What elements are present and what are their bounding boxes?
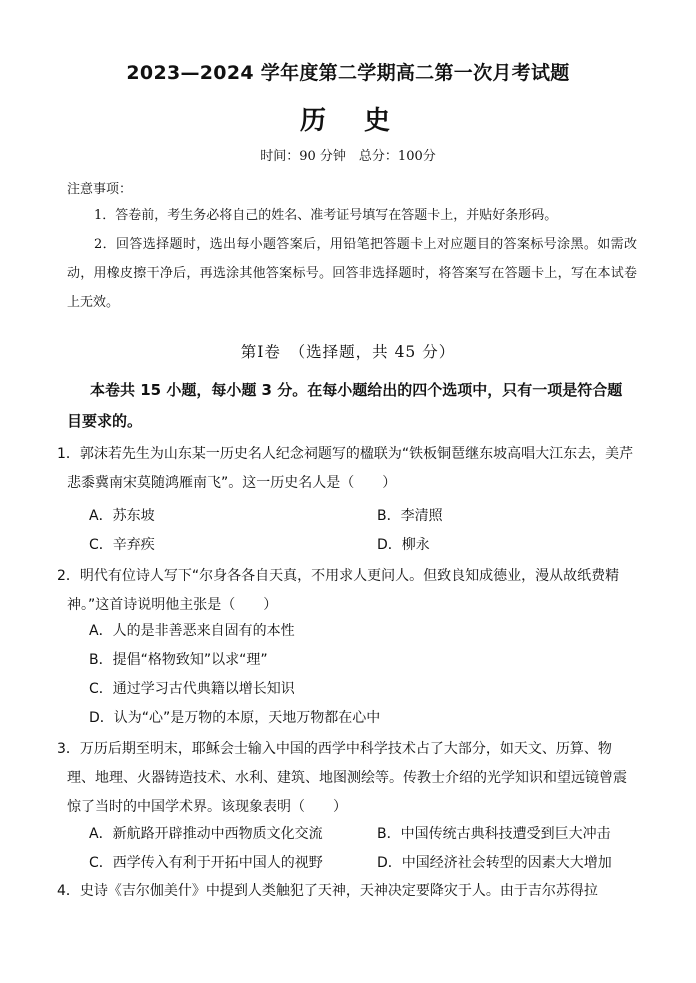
- question-text: 郭沫若先生为山东某一历史名人纪念祠题写的楹联为“铁板铜琶继东坡高唱大江东去，美芹悲黍冀南宋莫随鸿雁南飞”。这一历史名人是（ ）: [67, 446, 634, 491]
- option-2b: B．提倡“格物致知”以求“理”: [89, 652, 268, 668]
- option-3a: A．新航路开辟推动中西物质文化交流: [89, 826, 323, 842]
- question-number: 1．: [57, 446, 80, 462]
- option-3d: D．中国经济社会转型的因素大大增加: [377, 855, 612, 871]
- question-number: 4．: [57, 883, 80, 899]
- question-4: [57, 880, 639, 900]
- option-2a: A．人的是非善恶来自固有的本性: [89, 623, 295, 639]
- notes-heading: 注意事项：: [67, 182, 133, 197]
- question-1: [57, 440, 639, 498]
- note-item-1: 1．答卷前，考生务必将自己的姓名、准考证号填写在答题卡上，并贴好条形码。: [94, 208, 558, 223]
- question-2: [57, 562, 639, 620]
- exam-title: 2023—2024 学年度第二学期高二第一次月考试题: [126, 62, 570, 84]
- option-3b: B．中国传统古典科技遭受到巨大冲击: [377, 826, 611, 842]
- question-text: 史诗《吉尔伽美什》中提到人类触犯了天神，天神决定要降灾于人。由于吉尔苏得拉: [79, 883, 598, 899]
- section-title: 第Ⅰ卷 （选择题，共 45 分）: [240, 343, 456, 361]
- question-number: 3．: [57, 741, 80, 757]
- option-1b: B．李清照: [377, 508, 443, 524]
- time-info: 时间：90 分钟 总分：100分: [260, 149, 436, 164]
- option-1d: D．柳永: [377, 537, 430, 553]
- option-1c: C．辛弃疾: [89, 537, 155, 553]
- question-text: 明代有位诗人写下“尔身各各自天真，不用求人更问人。但致良知成德业，漫从故纸费精神。”这首诗说明他主张是（ ）: [67, 568, 620, 613]
- option-3c: C．西学传入有利于开拓中国人的视野: [89, 855, 323, 871]
- subject-title: 历 史: [299, 106, 396, 136]
- option-2c: C．通过学习古代典籍以增长知识: [89, 681, 295, 697]
- option-1a: A．苏东坡: [89, 508, 155, 524]
- option-2d: D．认为“心”是万物的本原，天地万物都在心中: [89, 710, 381, 726]
- note-item-2: 2．回答选择题时，选出每小题答案后，用铅笔把答题卡上对应题目的答案标号涂黑。如需改动，用橡皮擦干净后，再选涂其他答案标号。回答非选择题时，将答案写在答题卡上，写在本试卷上无效。: [67, 237, 637, 310]
- section-intro: 本卷共 15 小题，每小题 3 分。在每小题给出的四个选项中，只有一项是符合题目要求的。: [67, 381, 623, 430]
- question-3: [57, 735, 639, 822]
- question-text: 万历后期至明末，耶稣会士输入中国的西学中科学技术占了大部分，如天文、历算、物理、地理、火器铸造技术、水利、建筑、地图测绘等。传教士介绍的光学知识和望远镜曾震惊了当时的中国学术界。该现象表明（ ）: [67, 741, 627, 815]
- question-number: 2．: [57, 568, 80, 584]
